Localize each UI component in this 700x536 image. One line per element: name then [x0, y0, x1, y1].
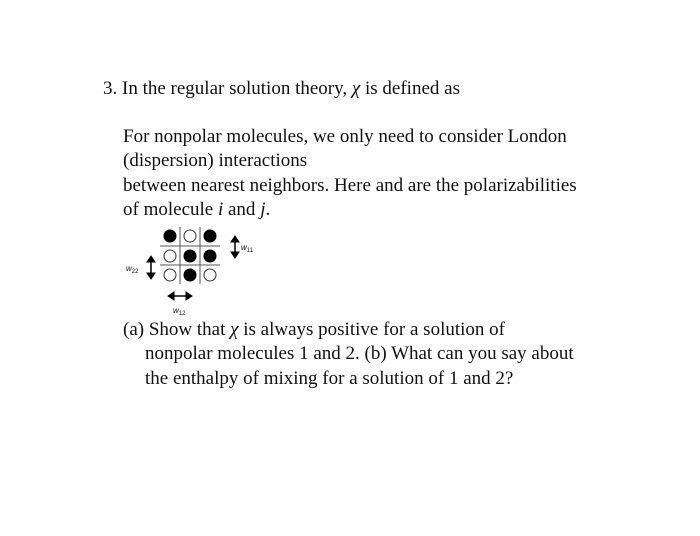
para2-prefix: (a) Show that [123, 319, 231, 340]
lattice-site-open [164, 269, 176, 281]
paragraph-1-line-1: For nonpolar molecules, we only need to consider London [123, 126, 567, 147]
lattice-site-filled [204, 250, 216, 262]
w12-label: $w_{12}$ [173, 306, 186, 317]
para2-suffix: is always positive for a solution of [238, 319, 505, 340]
problem-heading [103, 77, 460, 101]
line4-suffix: . [265, 199, 271, 220]
lattice-figure [118, 222, 268, 322]
line4-mid: and [223, 199, 261, 220]
lattice-site-open [164, 250, 176, 262]
lattice-site-filled [204, 230, 216, 242]
heading-prefix: 3. In the regular solution theory, [103, 78, 352, 99]
w22-label: $w_{22}$ [126, 264, 139, 275]
paragraph-1-line-4 [123, 198, 270, 222]
chi-symbol: χ [351, 78, 361, 99]
heading-suffix: is defined as [360, 78, 460, 99]
lattice-site-filled [164, 230, 176, 242]
lattice-site-open [184, 230, 196, 242]
w22-arrow-icon [147, 256, 155, 279]
paragraph-2-line-1 [123, 318, 505, 342]
w11-arrow-icon [231, 236, 239, 258]
variable-j: j [260, 199, 266, 220]
line4-prefix: of molecule [123, 199, 218, 220]
lattice-site-filled [184, 269, 196, 281]
lattice-site-open [204, 269, 216, 281]
paragraph-1-line-3: between nearest neighbors. Here and are the polarizabilities [123, 175, 577, 196]
w11-label: $w_{11}$ [241, 243, 254, 254]
w12-arrow-icon [168, 292, 192, 300]
paragraph-2-line-3: the enthalpy of mixing for a solution of 1 and 2? [145, 368, 514, 389]
paragraph-2-line-2: nonpolar molecules 1 and 2. (b) What can you say about [145, 343, 574, 364]
chi-symbol-2: χ [230, 319, 239, 340]
variable-i: i [217, 199, 224, 220]
paragraph-1-line-2: (dispersion) interactions [123, 150, 308, 171]
lattice-site-filled [184, 250, 196, 262]
